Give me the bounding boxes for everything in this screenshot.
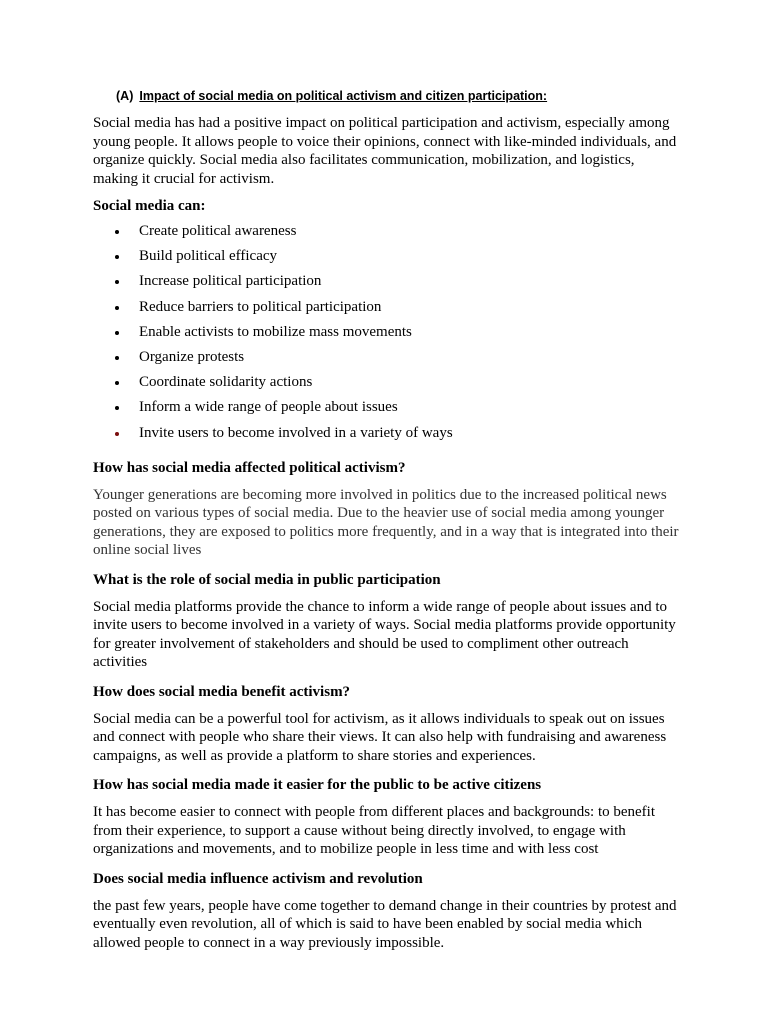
list-item-text: Coordinate solidarity actions — [139, 374, 313, 391]
list-item — [93, 320, 683, 345]
bullet-list — [93, 219, 683, 446]
list-item-text: Invite users to become involved in a variety of ways — [139, 424, 453, 441]
list-heading: Social media can: — [93, 198, 206, 214]
bullet-icon — [115, 230, 119, 234]
list-item — [93, 421, 683, 446]
list-item — [93, 244, 683, 269]
list-item-text: Reduce barriers to political participation — [139, 298, 382, 315]
list-item-text: Build political efficacy — [139, 248, 278, 265]
list-item — [93, 219, 683, 244]
bullet-icon — [115, 255, 119, 259]
list-item-text: Create political awareness — [139, 223, 297, 239]
list-item — [93, 370, 683, 395]
question-heading: How does social media benefit activism? — [93, 683, 351, 700]
answer-paragraph: Younger generations are becoming more involved in politics due to the increased political news posted on various types of social media. Due to the heavier use of social media among younger generations, they are exposed to politics more frequently, and in a way that is integrated into their online social lives — [93, 486, 679, 559]
bullet-icon — [115, 432, 119, 436]
section-marker: (A) — [116, 89, 134, 103]
list-item — [93, 395, 683, 420]
list-item-text: Organize protests — [139, 349, 245, 366]
answer-paragraph: It has become easier to connect with people from different places and backgrounds: to benefit from their experience, to support a cause without being directly involved, to engage with organizations and movements, and to mobilize people in less time and with less cost — [93, 804, 656, 858]
question-heading: Does social media influence activism and revolution — [93, 870, 423, 887]
answer-paragraph: the past few years, people have come together to demand change in their countries by protest and eventually even revolution, all of which is said to have been enabled by social media which allowed people to connect in a way previously impossible. — [93, 897, 677, 951]
intro-paragraph: Social media has had a positive impact on political participation and activism, especially among young people. It allows people to voice their opinions, connect with like-minded individuals, and organize quickly. Social media also facilitates communication, mobilization, and logistics, making it crucial for activism. — [93, 115, 677, 187]
answer-paragraph: Social media can be a powerful tool for activism, as it allows individuals to speak out on issues and connect with people who share their views. It can also help with fundraising and awareness campaigns, as well as provide a platform to share stories and experiences. — [93, 710, 667, 764]
question-heading: How has social media affected political activism? — [93, 459, 406, 476]
answer-paragraph: Social media platforms provide the chance to inform a wide range of people about issues and to invite users to become involved in a variety of ways. Social media platforms provide opportunity for greater involvement of stakeholders and should be used to compliment other outreach activities — [93, 598, 676, 671]
list-item — [93, 269, 683, 294]
list-item-text: Inform a wide range of people about issues — [139, 399, 398, 416]
question-heading: What is the role of social media in public participation — [93, 571, 441, 588]
list-item — [93, 295, 683, 320]
section-title-text: Impact of social media on political activism and citizen participation: — [139, 89, 548, 103]
bullet-icon — [115, 406, 119, 410]
section-title — [116, 86, 683, 106]
bullet-icon — [115, 356, 119, 360]
question-heading: How has social media made it easier for the public to be active citizens — [93, 777, 542, 794]
list-item-text: Enable activists to mobilize mass movements — [139, 323, 412, 340]
bullet-icon — [115, 381, 119, 385]
bullet-icon — [115, 306, 119, 310]
bullet-icon — [115, 331, 119, 335]
bullet-icon — [115, 280, 119, 284]
list-item — [93, 345, 683, 370]
list-item-text: Increase political participation — [139, 273, 322, 290]
document-page — [93, 86, 683, 962]
